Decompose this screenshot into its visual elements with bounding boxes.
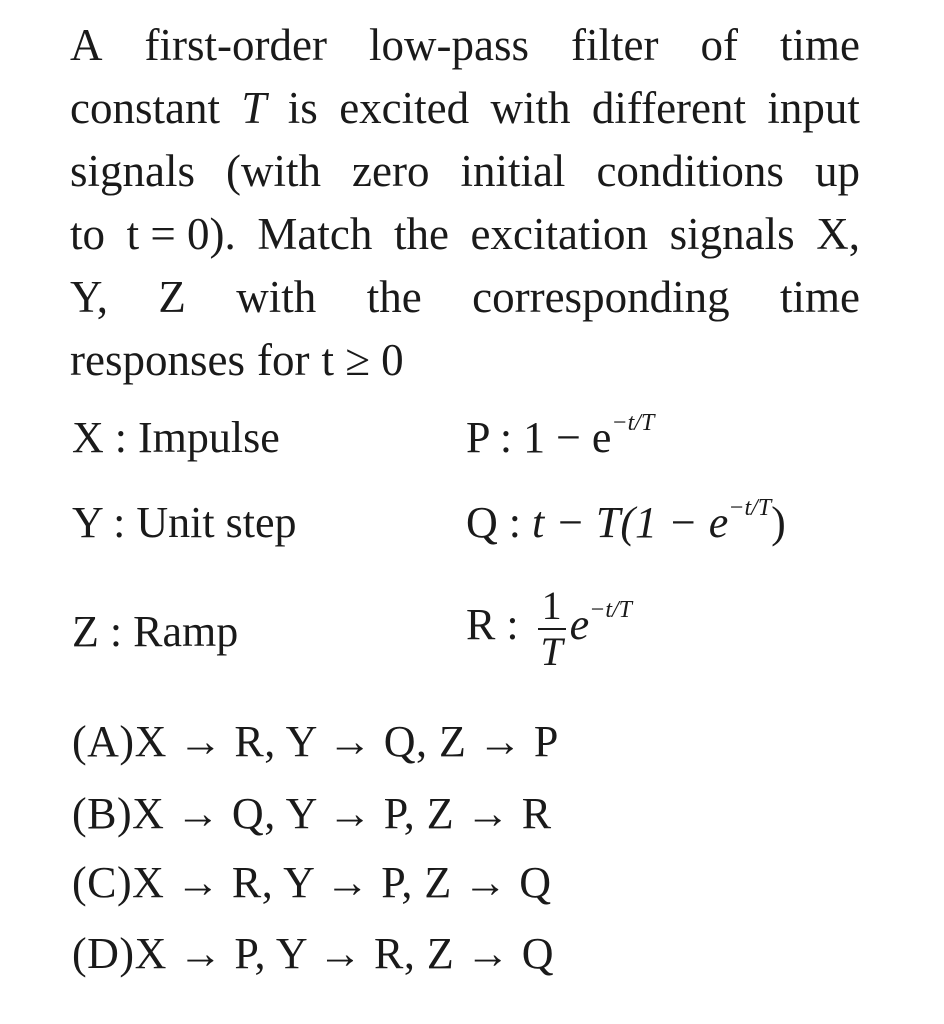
word: the xyxy=(393,209,449,259)
word: different xyxy=(591,83,747,133)
option-a[interactable] xyxy=(72,716,559,767)
option-text: X → R, Y → P, Z → Q xyxy=(132,858,552,907)
word: the xyxy=(366,272,422,322)
word: time xyxy=(780,20,860,70)
option-text: X → Q, Y → P, Z → R xyxy=(132,789,552,838)
word: excited xyxy=(339,83,470,133)
response-r: R : $\frac{1}{T}$ $e^{-t/T}$ xyxy=(466,583,633,674)
word: of xyxy=(700,20,738,70)
response-key: Q xyxy=(466,498,498,547)
question-line-3 xyxy=(70,140,860,203)
word: initial xyxy=(460,146,566,196)
word: Z xyxy=(158,272,186,322)
word: first-order xyxy=(144,20,327,70)
question-line-6 xyxy=(70,329,860,392)
word: with xyxy=(490,83,571,133)
option-label: (B) xyxy=(72,789,133,838)
response-expression: 1 − e xyxy=(523,413,612,462)
excitation-name: Unit step xyxy=(136,498,297,547)
response-p: P : $1 - e^{-t/T}$ xyxy=(466,410,655,462)
option-text: X → R, Y → Q, Z → P xyxy=(134,717,559,766)
option-label: (D) xyxy=(72,929,135,978)
word: zero xyxy=(352,146,430,196)
word: X, xyxy=(816,209,860,259)
time-condition: t ≥ 0 xyxy=(321,335,404,385)
option-c[interactable] xyxy=(72,857,552,908)
excitation-name: Impulse xyxy=(138,413,280,462)
option-text: X → P, Y → R, Z → Q xyxy=(134,929,554,978)
option-label: (C) xyxy=(72,858,133,907)
word: signals xyxy=(669,209,795,259)
word: Match xyxy=(257,209,373,259)
word: (with xyxy=(226,146,322,196)
excitation-y: Y : Unit step xyxy=(72,498,297,547)
fraction xyxy=(538,584,566,674)
excitation-key: Y xyxy=(72,498,103,547)
word: excitation xyxy=(470,209,648,259)
excitation-z: Z : Ramp xyxy=(72,607,239,656)
excitation-x: X : Impulse xyxy=(72,413,280,462)
word: filter xyxy=(571,20,659,70)
fraction-numerator: 1 xyxy=(538,584,566,630)
time-constant-symbol: T xyxy=(241,83,267,133)
word: constant xyxy=(70,83,220,133)
question-line-1 xyxy=(70,14,860,77)
closing-paren: ) xyxy=(771,498,786,547)
response-expression: t − T(1 − e xyxy=(532,498,729,547)
word: with xyxy=(236,272,317,322)
word: for xyxy=(256,335,310,385)
response-key: R xyxy=(466,600,496,650)
word: up xyxy=(814,146,860,196)
question-line-2 xyxy=(70,77,860,140)
question-text xyxy=(70,14,860,392)
exponent: −t/T xyxy=(728,495,772,521)
word: time xyxy=(780,272,860,322)
word: is xyxy=(287,83,318,133)
word: corresponding xyxy=(472,272,730,322)
word: input xyxy=(767,83,860,133)
response-q: Q : $t - T(1 - e^{-t/T})$ xyxy=(466,495,786,547)
excitation-key: Z xyxy=(72,607,99,656)
fraction-denominator: T xyxy=(540,629,563,674)
response-expression: e xyxy=(569,600,590,650)
excitation-name: Ramp xyxy=(133,607,239,656)
word: conditions xyxy=(596,146,784,196)
exponent: −t/T xyxy=(589,597,633,624)
option-d[interactable] xyxy=(72,928,554,979)
option-label: (A) xyxy=(72,717,135,766)
initial-time-condition: t = 0). xyxy=(126,209,236,259)
word: signals xyxy=(70,146,196,196)
word: Y, xyxy=(70,272,108,322)
word: low-pass xyxy=(368,20,529,70)
excitation-key: X xyxy=(72,413,104,462)
word: to xyxy=(70,209,106,259)
question-line-4 xyxy=(70,203,860,266)
question-line-5 xyxy=(70,266,860,329)
word: responses xyxy=(70,335,245,385)
exponent: −t/T xyxy=(611,410,655,436)
option-b[interactable] xyxy=(72,788,552,839)
response-key: P xyxy=(466,413,489,462)
word: A xyxy=(70,20,103,70)
